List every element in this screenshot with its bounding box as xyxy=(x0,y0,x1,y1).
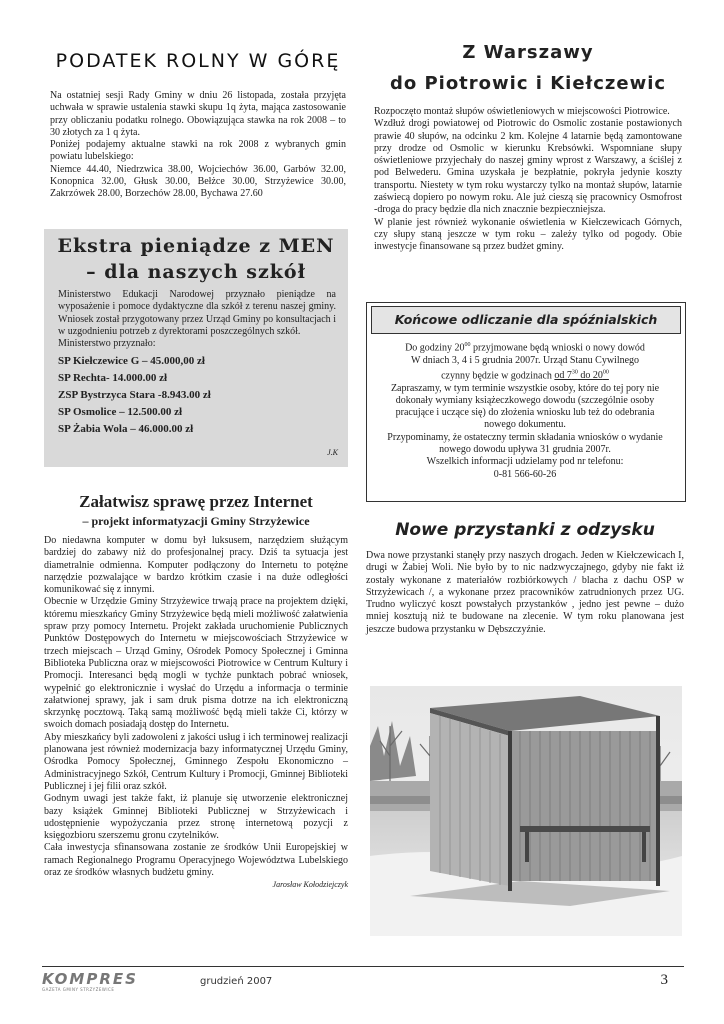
men-item: ZSP Bystrzyca Stara -8.943.00 zł xyxy=(58,389,211,402)
odliczanie-box xyxy=(366,302,686,502)
men-signature: J.K xyxy=(327,448,338,457)
warszawa-title-2: do Piotrowic i Kiełczewic xyxy=(389,73,667,94)
odliczanie-phone: 0-81 566-60-26 xyxy=(493,468,557,480)
footer-logo-text: KOMPRES xyxy=(42,970,138,988)
internet-article xyxy=(44,492,348,889)
odliczanie-line2: W dniach 3, 4 i 5 grudnia 2007r. Urząd Stanu Cywilnego xyxy=(410,354,640,366)
men-p2: Ministerstwo przyznało: xyxy=(58,338,156,350)
odliczanie-p4: Wszelkich informacji udzielamy pod nr telefonu: xyxy=(426,456,624,468)
men-item: SP Rechta- 14.000.00 zł xyxy=(58,372,168,385)
odliczanie-line1: Do godziny 20 xyxy=(405,342,465,354)
warszawa-p3: W planie jest również wykonanie oświetlenia w Kiełczewicach Górnych, czy słupy staną jeszcze w tym roku – zależy tylko od pogody. Obie inwestycje finansowane są przez budżet gminy. xyxy=(374,216,682,253)
warszawa-article xyxy=(374,40,682,254)
internet-subtitle: – projekt informatyzacji Gminy Strzyżewice xyxy=(82,514,310,528)
page-number: 3 xyxy=(660,972,668,988)
odliczanie-p3: Przypominamy, że ostateczny termin składania wniosków o wydanie nowego dowodu upływa 31 grudnia 2007r. xyxy=(387,431,663,456)
men-title-1: Ekstra pieniądze z MEN xyxy=(57,235,335,257)
internet-p4: Godnym uwagi jest także fakt, iż planuje się utworzenie elektronicznej bazy książek Gminnej Biblioteki Publicznej w Strzyżewicach i udostępnienie wypożyczania przez stronę internetową pozycji z księgozbioru szerszemu gronu czytelników. xyxy=(44,793,348,842)
przystanki-article xyxy=(366,520,684,636)
footer-date: grudzień 2007 xyxy=(200,976,273,987)
men-box xyxy=(44,229,348,467)
odliczanie-line3b: od 7 xyxy=(554,370,572,382)
przystanki-p1: Dwa nowe przystanki stanęły przy naszych drogach. Jeden w Kiełczewicach I, drugi w Żabiej Woli. Nie było by to nic nadzwyczajnego, gdyby nie fakt iż zostały wykonane z materiałów rozbiórkowych / blacha z dachu OSP w Strzyżewicach /, a wykonane przez pracowników zatrudnionych przez UG. Trudno wyliczyć koszt powstałych przystanków , jedno jest pewne – dużo mniej kosztują niż te budowane na zlecenie. W tym roku planowana jest jeszcze budowa przystanku w Dębszczyźnie. xyxy=(366,550,684,635)
internet-p5: Cała inwestycja sfinansowana zostanie ze środków Unii Europejskiej w ramach Regionalnego Programu Operacyjnego Województwa Lubelskiego oraz ze środków własnych budżetu gminy. xyxy=(44,842,348,879)
warszawa-p1: Rozpoczęto montaż słupów oświetleniowych w miejscowości Piotrowice. xyxy=(374,106,670,117)
odliczanie-line1-rest: przyjmowane będą wnioski o nowy dowód xyxy=(470,342,645,354)
footer-logo-sub: GAZETA GMINY STRZYŻEWICE xyxy=(42,987,115,992)
odliczanie-line3b-sup: 30 xyxy=(571,369,578,376)
podatek-title: PODATEK ROLNY W GÓRĘ xyxy=(55,50,341,72)
internet-p3: Aby mieszkańcy byli zadowoleni z jakości usług i ich terminowej realizacji planowana jest również modernizacja bazy informatycznej Urzędu Gminy, Ośrodka Pomocy Społecznej, Gminnego Zespołu Ekonomiczno – Administracyjnego Szkół, Centrum Kultury i Promocji, Gminnej Biblioteki Publicznej i jej filii oraz szkół. xyxy=(44,731,348,792)
men-item: SP Osmolice – 12.500.00 zł xyxy=(58,406,183,419)
footer-rule xyxy=(42,966,684,967)
bus-shelter-photo xyxy=(370,686,682,936)
przystanki-title: Nowe przystanki z odzysku xyxy=(395,520,655,540)
men-p1: Ministerstwo Edukacji Narodowej przyznało pieniądze na wyposażenie i pomoce dydaktyczne dla szkół z terenu naszej gminy. Wniosek został przygotowany przez Urząd Gminy po konsultacjach i w uzgodnieniu potrzeb z dyrektorami poszczególnych szkół. xyxy=(58,289,336,337)
odliczanie-p2: Zapraszamy, w tym terminie wszystkie osoby, które do tej pory nie dokonały wymiany książeczkowego dowodu (szczególnie osoby pracujące i uczące się) do złożenia wniosku lub też do odebrania nowego dokumentu. xyxy=(390,382,660,431)
podatek-p3: Niemce 44.40, Niedrzwica 38.00, Wojciechów 36.00, Garbów 32.00, Konopnica 32.00, Głusk 30.00, Bełżce 30.00, Strzyżewice 30.00, Zakrzówek 28.00, Borzechów 28.00, Bychawa 27.60 xyxy=(50,163,346,200)
podatek-p1: Na ostatniej sesji Rady Gminy w dniu 26 listopada, została przyjęta uchwała w sprawie ustalenia stawki skupu 1q żyta, mająca zastosowanie przy obliczaniu podatku rolnego. Obowiązująca stawka na rok 2008 – to 30 złotych za 1 q żyta. xyxy=(50,90,346,138)
men-title-2: – dla naszych szkół xyxy=(86,261,306,283)
odliczanie-line1-sup: 00 xyxy=(464,342,471,348)
odliczanie-line3a: czynny będzie w godzinach xyxy=(441,370,555,382)
warszawa-p2: Wzdłuż drogi powiatowej od Piotrowic do Osmolic zostanie postawionych prawie 40 słupów, na odcinku 2 km. Kolejne 4 latarnie będą zamontowane przy drodze od Osmolic w kierunku Krebsówki. Wspomniane słupy oświetleniowe przyjechały do naszej gminy wprost z Warszawy, a ściślej z pod Belwederu. Gmina uzyskała je bezpłatnie, pokryła jedynie koszty transportu. Niestety w tym roku wystarczy tylko na montaż słupów, latarnie zaświecą dopiero po nowym roku. Ale już cieszą się pracownicy Osmofrost -droga do pracy będzie dla nich znacznie bezpieczniejsza. xyxy=(374,118,682,216)
footer-logo xyxy=(42,972,138,993)
internet-title: Załatwisz sprawę przez Internet xyxy=(79,492,313,511)
men-item: SP Żabia Wola – 46.000.00 zł xyxy=(58,423,194,436)
podatek-article xyxy=(50,40,346,201)
odliczanie-title-box xyxy=(371,306,681,334)
warszawa-title-1: Z Warszawy xyxy=(462,42,594,63)
internet-p2: Obecnie w Urzędzie Gminy Strzyżewice trwają prace na projektem dzięki, któremu mieszkańcy Gminy Strzyżewice będą mieli możliwość załatwienia spraw przy pomocy Internetu. Projekt zakłada uruchomienie Publicznych Punktów Dostępowych do Internetu w miejscowościach Strzyżewice w trzech miejscach – Urząd Gminy, Ośrodek Pomocy Społecznej i Gminna Biblioteka Publiczna oraz w miejscowości Piotrowice w Centrum Kultury i Promocji. Interesanci będą mogli w tychże punktach pobrać wniosek, wypełnić go elektronicznie i wysłać do Urzędu a informacja o terminie załatwionej sprawy, jak i sam druk pisma dotrze na ich elektroniczną skrzynkę pocztową. Taką samą możliwość będą mieli także Ci, którzy w swoich domach posiadają dostęp do Internetu. xyxy=(44,596,348,731)
odliczanie-line3c-sup: 00 xyxy=(602,369,609,376)
odliczanie-title: Końcowe odliczanie dla spóźnialskich xyxy=(394,312,658,327)
internet-p1: Do niedawna komputer w domu był luksusem, narzędziem służącym bardziej do zabawy niż do profesjonalnej pracy. Dziś ta sytuacja jest diametralnie odmienna. Komputer podłączony do Internetu to potężne narzędzie pozwalające w bardzo krótkim czasie i na duże odległości komunikować się z innymi. xyxy=(44,535,348,596)
internet-author: Jarosław Kołodziejczyk xyxy=(272,880,348,890)
odliczanie-line3c: do 20 xyxy=(577,370,603,382)
men-item: SP Kiełczewice G – 45.000,00 zł xyxy=(58,355,205,368)
podatek-p2: Poniżej podajemy aktualne stawki na rok 2008 z wybranych gmin powiatu lubelskiego: xyxy=(50,139,346,163)
